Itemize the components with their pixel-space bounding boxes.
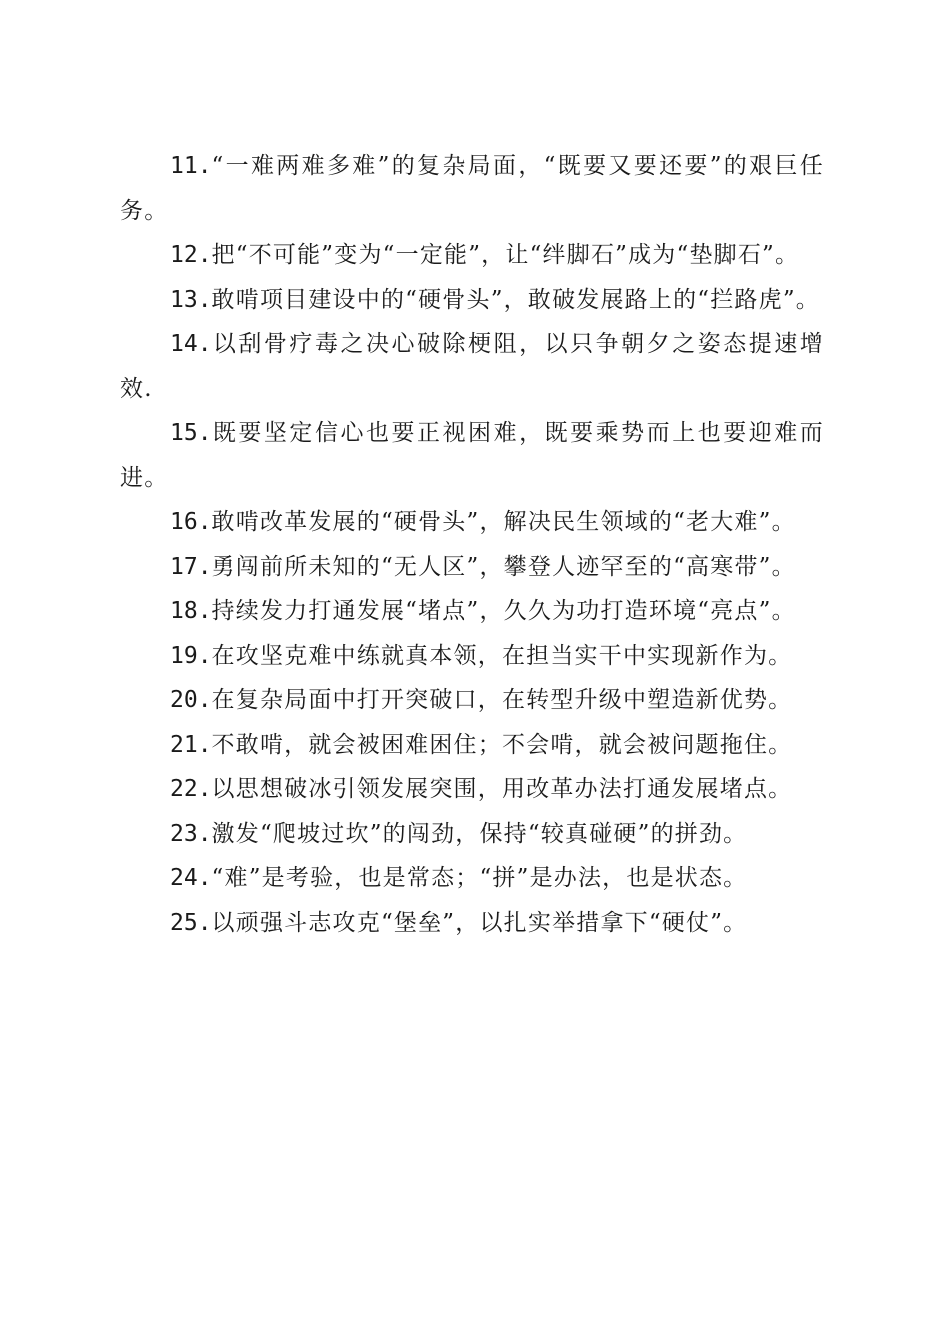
list-item xyxy=(120,767,824,812)
item-text: 激发“爬坡过坎”的闯劲，保持“较真碰硬”的拼劲。 xyxy=(211,820,748,847)
list-item xyxy=(120,856,824,901)
item-number: 11. xyxy=(170,153,212,179)
item-text: 勇闯前所未知的“无人区”，攀登人迹罕至的“高寒带”。 xyxy=(211,553,796,580)
item-number: 18. xyxy=(170,598,212,624)
item-text: 敢啃项目建设中的“硬骨头”，敢破发展路上的“拦路虎”。 xyxy=(211,286,820,313)
item-number: 12. xyxy=(170,242,212,268)
list-item xyxy=(120,589,824,634)
item-number: 14. xyxy=(170,331,212,357)
item-text: “难”是考验，也是常态；“拼”是办法，也是状态。 xyxy=(211,865,748,891)
item-text: 敢啃改革发展的“硬骨头”，解决民生领域的“老大难”。 xyxy=(211,509,796,535)
item-number: 24. xyxy=(170,865,212,891)
item-number: 16. xyxy=(170,509,212,535)
item-text: 在复杂局面中打开突破口，在转型升级中塑造新优势。 xyxy=(211,687,793,713)
item-text: 以顽强斗志攻克“堡垒”，以扎实举措拿下“硬仗”。 xyxy=(211,909,748,936)
item-number: 15. xyxy=(170,420,212,446)
item-text: 把“不可能”变为“一定能”，让“绊脚石”成为“垫脚石”。 xyxy=(211,242,800,268)
list-item xyxy=(120,545,824,590)
item-text: 既要坚定信心也要正视困难，既要乘势而上也要迎难而进。 xyxy=(120,420,824,491)
item-number: 13. xyxy=(170,286,212,313)
item-number: 17. xyxy=(170,553,212,580)
document-body xyxy=(120,144,824,945)
item-text: 以思想破冰引领发展突围，用改革办法打通发展堵点。 xyxy=(211,776,793,802)
list-item xyxy=(120,233,824,278)
list-item xyxy=(120,500,824,545)
list-item xyxy=(120,411,824,500)
list-item xyxy=(120,723,824,768)
item-text: 以刮骨疗毒之决心破除梗阻，以只争朝夕之姿态提速增效. xyxy=(120,331,824,402)
item-text: 在攻坚克难中练就真本领，在担当实干中实现新作为。 xyxy=(211,642,793,669)
item-number: 25. xyxy=(170,909,212,936)
item-text: 不敢啃，就会被困难困住；不会啃，就会被问题拖住。 xyxy=(211,731,793,758)
list-item xyxy=(120,144,824,233)
item-number: 23. xyxy=(170,820,212,847)
list-item xyxy=(120,901,824,946)
list-item xyxy=(120,812,824,857)
item-text: 持续发力打通发展“堵点”，久久为功打造环境“亮点”。 xyxy=(211,598,796,624)
item-number: 21. xyxy=(170,731,212,758)
list-item xyxy=(120,634,824,679)
item-number: 20. xyxy=(170,687,212,713)
list-item xyxy=(120,678,824,723)
item-number: 19. xyxy=(170,642,212,669)
list-item xyxy=(120,278,824,323)
list-item xyxy=(120,322,824,411)
item-number: 22. xyxy=(170,776,212,802)
item-text: “一难两难多难”的复杂局面，“既要又要还要”的艰巨任务。 xyxy=(120,153,824,224)
